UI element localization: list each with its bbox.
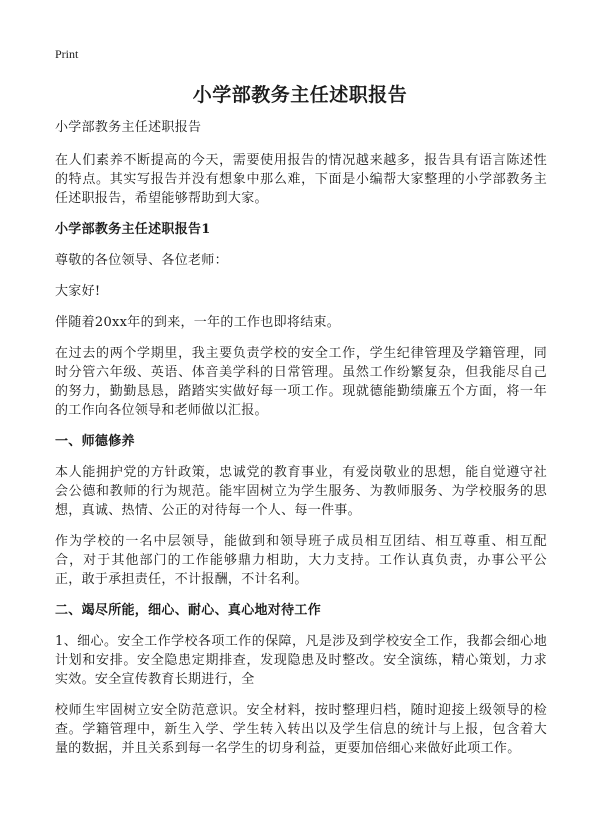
document-title: 小学部教务主任述职报告	[192, 84, 408, 106]
body-paragraph: 1、细心。安全工作学校各项工作的保障，凡是涉及到学校安全工作，我都会细心地计划和安排。安全隐患定期排查，发现隐患及时整改。安全演练，精心策划，力求实效。安全宣传教育长期进行，全	[55, 634, 547, 687]
body-paragraph: 伴随着20xx年的到来，一年的工作也即将结束。	[55, 315, 341, 330]
salutation: 尊敬的各位领导、各位老师：	[55, 253, 228, 268]
section-heading-report-1: 小学部教务主任述职报告1	[55, 222, 211, 237]
body-paragraph: 作为学校的一名中层领导，能做到和领导班子成员相互团结、相互尊重、相互配合，对于其他部门的工作能够鼎力相助，大力支持。工作认真负责，办事公平公正，敢于承担责任，不计报酬，不计名利。	[55, 534, 547, 587]
heading-ethics: 一、师德修养	[55, 434, 135, 449]
greeting: 大家好!	[55, 284, 101, 299]
intro-paragraph: 在人们素养不断提高的今天，需要使用报告的情况越来越多，报告具有语言陈述性的特点。其实写报告并没有想象中那么难，下面是小编帮大家整理的小学部教务主任述职报告，希望能够帮助到大家。	[55, 153, 547, 206]
body-paragraph: 本人能拥护党的方针政策，忠诚党的教育事业，有爱岗敬业的思想，能自觉遵守社会公德和教师的行为规范。能牢固树立为学生服务、为教师服务、为学校服务的思想，真诚、热情、公正的对待每一个人、每一件事。	[55, 465, 547, 518]
body-paragraph: 校师生牢固树立安全防范意识。安全材料，按时整理归档，随时迎接上级领导的检查。学籍管理中，新生入学、学生转入转出以及学生信息的统计与上报，包含着大量的数据，并且关系到每一名学生的切身利益，更要加倍细心来做好此项工作。	[55, 703, 547, 756]
heading-dedication: 二、竭尽所能，细心、耐心、真心地对待工作	[55, 603, 322, 618]
document-subtitle: 小学部教务主任述职报告	[55, 120, 202, 135]
body-paragraph: 在过去的两个学期里，我主要负责学校的安全工作，学生纪律管理及学籍管理，同时分管六年级、英语、体音美学科的日常管理。虽然工作纷繁复杂，但我能尽自己的努力，勤勤恳恳，踏踏实实做好每一项工作。现就德能勤绩廉五个方面，将一年的工作向各位领导和老师做以汇报。	[55, 346, 547, 418]
print-link[interactable]: Print	[55, 47, 79, 61]
document-body	[55, 118, 547, 770]
